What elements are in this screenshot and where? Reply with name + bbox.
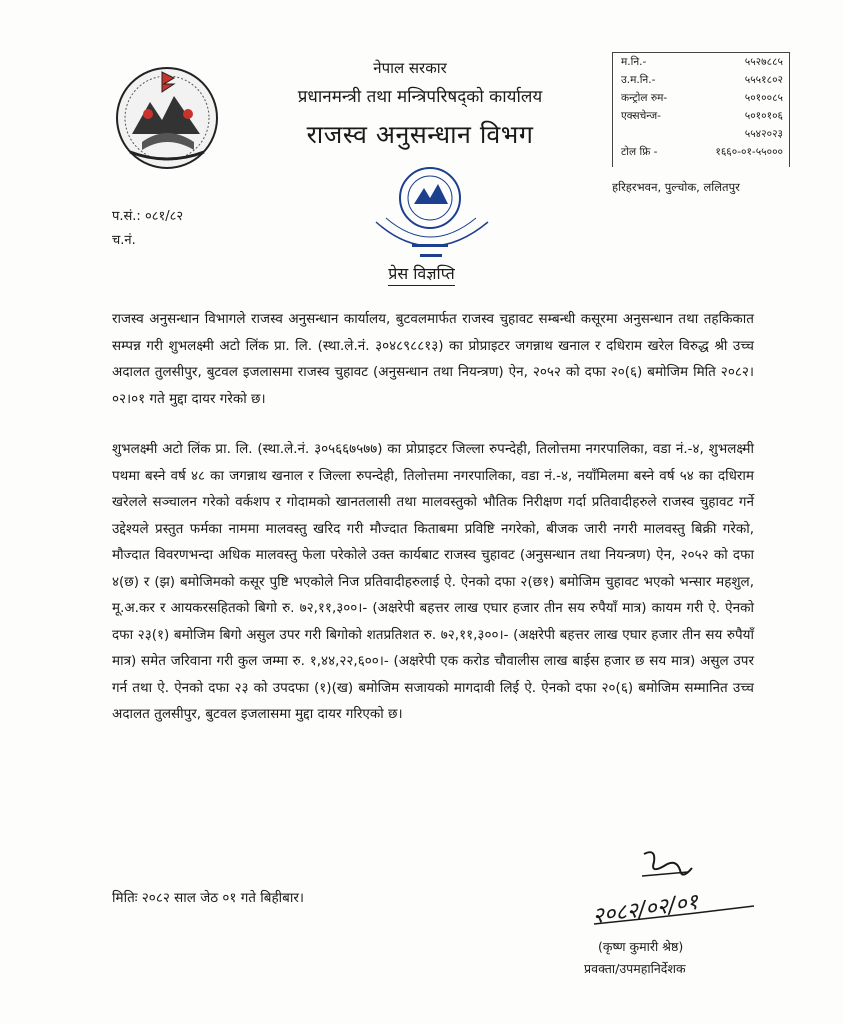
issue-date: मितिः २०८२ साल जेठ ०१ गते बिहीबार। (112, 890, 304, 906)
contact-row (613, 89, 789, 107)
contact-box (612, 52, 790, 167)
contact-value: ५५५१८०२ (744, 74, 783, 86)
contact-label: टोल फ्रि - (621, 146, 658, 158)
department-seal-icon (362, 152, 502, 272)
signature-date: २०८२/०२/०१ (590, 889, 700, 930)
contact-label: एक्सचेन्ज- (621, 110, 661, 122)
contact-row (613, 53, 789, 71)
document-title (0, 262, 843, 284)
contact-value: १६६०-०१-५५००० (715, 146, 783, 158)
body-paragraph: शुभलक्ष्मी अटो लिंक प्रा. लि. (स्था.ले.नं. ३०५६६७५७७) का प्रोप्राइटर जिल्ला रुपन्देही, तिलोत्तमा नगरपालिका, वडा नं.-४, शुभलक्ष्मी पथमा बस्ने वर्ष ४८ का जगन्नाथ खनाल र जिल्ला रुपन्देही, तिलोत्तमा नगरपालिका, वडा नं.-४, नयाँमिलमा बस्ने वर्ष ५४ का दधिराम खरेलले सञ्चालन गरेको वर्कशप र गोदामको खानतलासी तथा मालवस्तुको भौतिक निरीक्षण गर्दा प्रतिवादीहरुले राजस्व चुहावट गर्ने उद्देश्यले प्रस्तुत फर्मका नाममा मालवस्तु खरिद गरी मौज्दात किताबमा प्रविष्टि नगरेको, बीजक जारी नगरी मालवस्तु बिक्री गरेको, मौज्दात विवरणभन्दा अधिक मालवस्तु फेला परेकोले उक्त कार्यबाट राजस्व चुहावट (अनुसन्धान तथा नियन्त्रण) ऐन, २०५२ को दफा ४(छ) र (झ) बमोजिमको कसूर पुष्टि भएकोले निज प्रतिवादीहरुलाई ऐ. ऐनको दफा २(छ१) बमोजिम चुहावट भएको भन्सार महशुल, मू.अ.कर र आयकरसहितको बिगो रु. ७२,११,३००।- (अक्षरेपी बहत्तर लाख एघार हजार तीन सय रुपैयाँ मात्र) कायम गरी ऐ. ऐनको दफा २३(१) बमोजिम बिगो असुल उपर गरी बिगोको शतप्रतिशत रु. ७२,११,३००।- (अक्षरेपी बहत्तर लाख एघार हजार तीन सय रुपैयाँ मात्र) समेत जरिवाना गरी कुल जम्मा रु. १,४४,२२,६००।- (अक्षरेपी एक करोड चौवालीस लाख बाईस हजार छ सय मात्र) असुल उपर गर्न तथा ऐ. ऐनको दफा २३ को उपदफा (१)(ख) बमोजिम सजायको मागदावी लिई ऐ. ऐनको दफा २०(६) बमोजिम सम्मानित उच्च अदालत तुलसीपुर, बुटवल इजलासमा मुद्दा दायर गरिएको छ। (112, 441, 754, 722)
contact-label: म.नि.- (621, 56, 647, 68)
contact-row (613, 125, 789, 143)
body-paragraph: राजस्व अनुसन्धान विभागले राजस्व अनुसन्धान कार्यालय, बुटवलमार्फत राजस्व चुहावट सम्बन्धी कसूरमा अनुसन्धान तथा तहकिकात सम्पन्न गरी शुभलक्ष्मी अटो लिंक प्रा. लि. (स्था.ले.नं. ३०४८९८८१३) का प्रोप्राइटर जगन्नाथ खनाल र दधिराम खरेल विरुद्ध श्री उच्च अदालत तुलसीपुर, बुटवल इजलासमा राजस्व चुहावट (अनुसन्धान तथा नियन्त्रण) ऐन, २०५२ को दफा २०(६) बमोजिम मिति २०८२।०२।०१ गते मुद्दा दायर गरेको छ। (112, 311, 754, 407)
contact-value: ५०१०१०६ (744, 110, 783, 122)
contact-row (613, 71, 789, 89)
reference-block (112, 205, 183, 253)
handwritten-signature (584, 846, 764, 936)
signatory-role: प्रवक्ता/उपमहानिर्देशक (584, 961, 686, 976)
contact-value: ५५४२०२३ (744, 128, 783, 140)
document-body (112, 306, 754, 752)
government-name: नेपाल सरकार (373, 59, 447, 77)
contact-label: कन्ट्रोल रुम- (621, 92, 668, 104)
contact-value: ५५२७८८५ (744, 56, 783, 68)
document-title-text: प्रेस विज्ञप्ति (388, 264, 455, 286)
department-name: राजस्व अनुसन्धान विभग (306, 120, 534, 149)
office-address: हरिहरभवन, पुल्चोक, ललितपुर (612, 180, 740, 194)
contact-label: उ.म.नि.- (621, 74, 656, 86)
letter-number: प.सं.: ०८१/८२ (112, 209, 184, 224)
letterhead (240, 58, 620, 151)
dispatch-number: च.नं. (112, 233, 136, 248)
contact-value: ५०१००८५ (744, 92, 783, 104)
signatory-name: (कृष्ण कुमारी श्रेष्ठ) (598, 939, 684, 954)
contact-row (613, 143, 789, 161)
contact-row (613, 107, 789, 125)
nepal-emblem-icon (112, 62, 222, 172)
office-name: प्रधानमन्त्री तथा मन्त्रिपरिषद्को कार्यालय (297, 87, 543, 107)
